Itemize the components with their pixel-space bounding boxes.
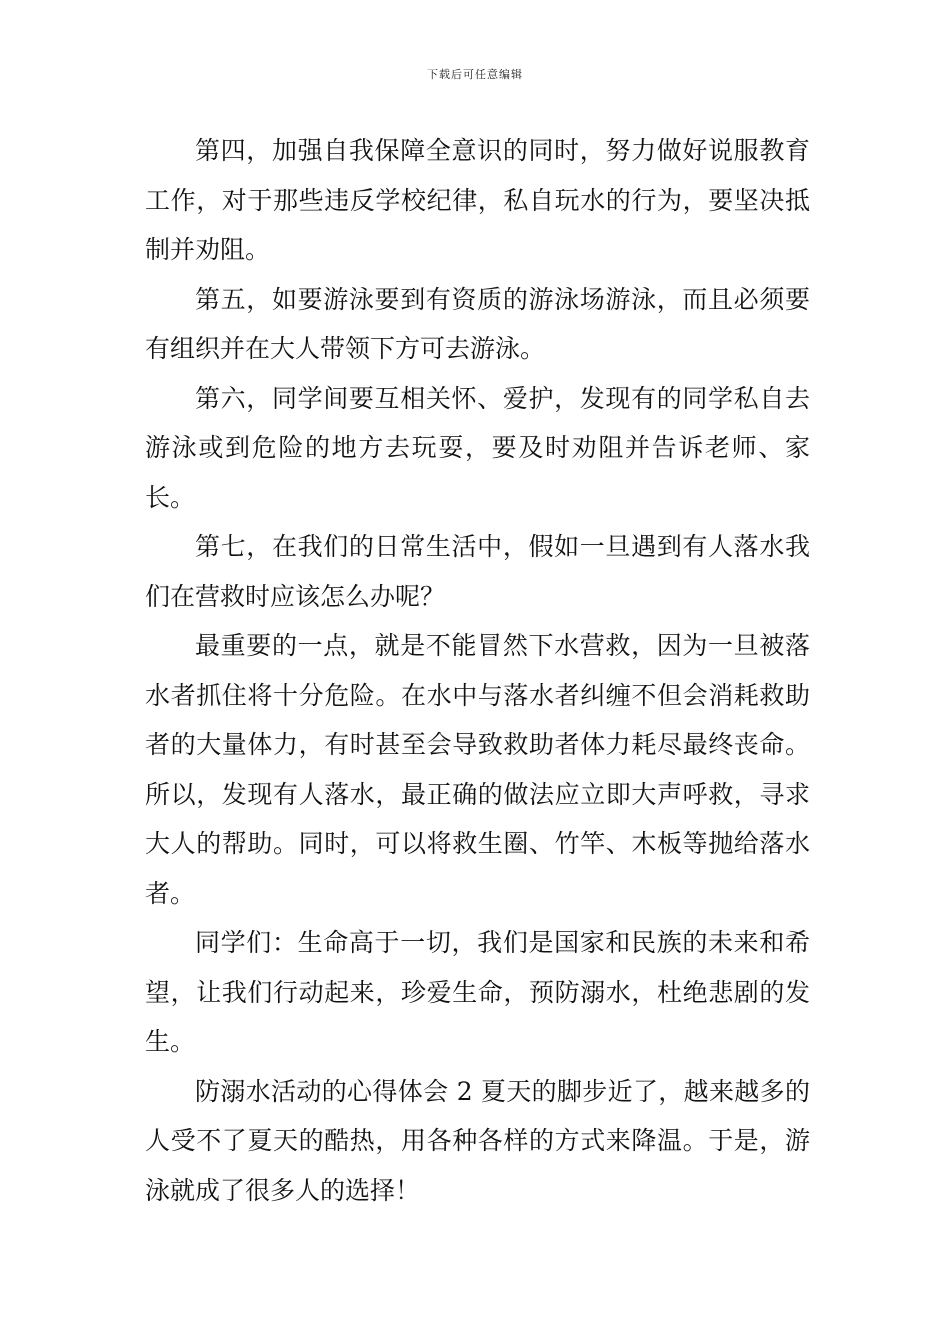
header-note: 下载后可任意编辑 (427, 68, 523, 81)
paragraph-appeal: 同学们：生命高于一切，我们是国家和民族的未来和希望，让我们行动起来，珍爱生命，预防溺水，杜绝悲剧的发生。 (145, 928, 810, 1056)
paragraph-5th-point: 第五，如要游泳要到有资质的游泳场游泳，而且必须要有组织并在大人带领下方可去游泳。 (145, 284, 810, 363)
paragraph-7th-point: 第七，在我们的日常生活中，假如一旦遇到有人落水我们在营救时应该怎么办呢？ (145, 532, 810, 611)
paragraph-rescue-advice: 最重要的一点，就是不能冒然下水营救，因为一旦被落水者抓住将十分危险。在水中与落水者纠缠不但会消耗救助者的大量体力，有时甚至会导致救助者体力耗尽最终丧命。所以，发现有人落水，最正确的做法应立即大声呼救，寻求大人的帮助。同时，可以将救生圈、竹竿、木板等抛给落水者。 (145, 631, 810, 908)
paragraph-6th-point: 第六，同学间要互相关怀、爱护，发现有的同学私自去游泳或到危险的地方去玩耍，要及时劝阻并告诉老师、家长。 (145, 383, 810, 512)
paragraph-4th-point: 第四，加强自我保障全意识的同时，努力做好说服教育工作，对于那些违反学校纪律，私自玩水的行为，要坚决抵制并劝阻。 (145, 136, 810, 264)
paragraph-essay-2-intro: 防溺水活动的心得体会 2 夏天的脚步近了，越来越多的人受不了夏天的酷热，用各种各样的方式来降温。于是，游泳就成了很多人的选择！ (145, 1076, 810, 1205)
document-body (145, 126, 810, 1215)
